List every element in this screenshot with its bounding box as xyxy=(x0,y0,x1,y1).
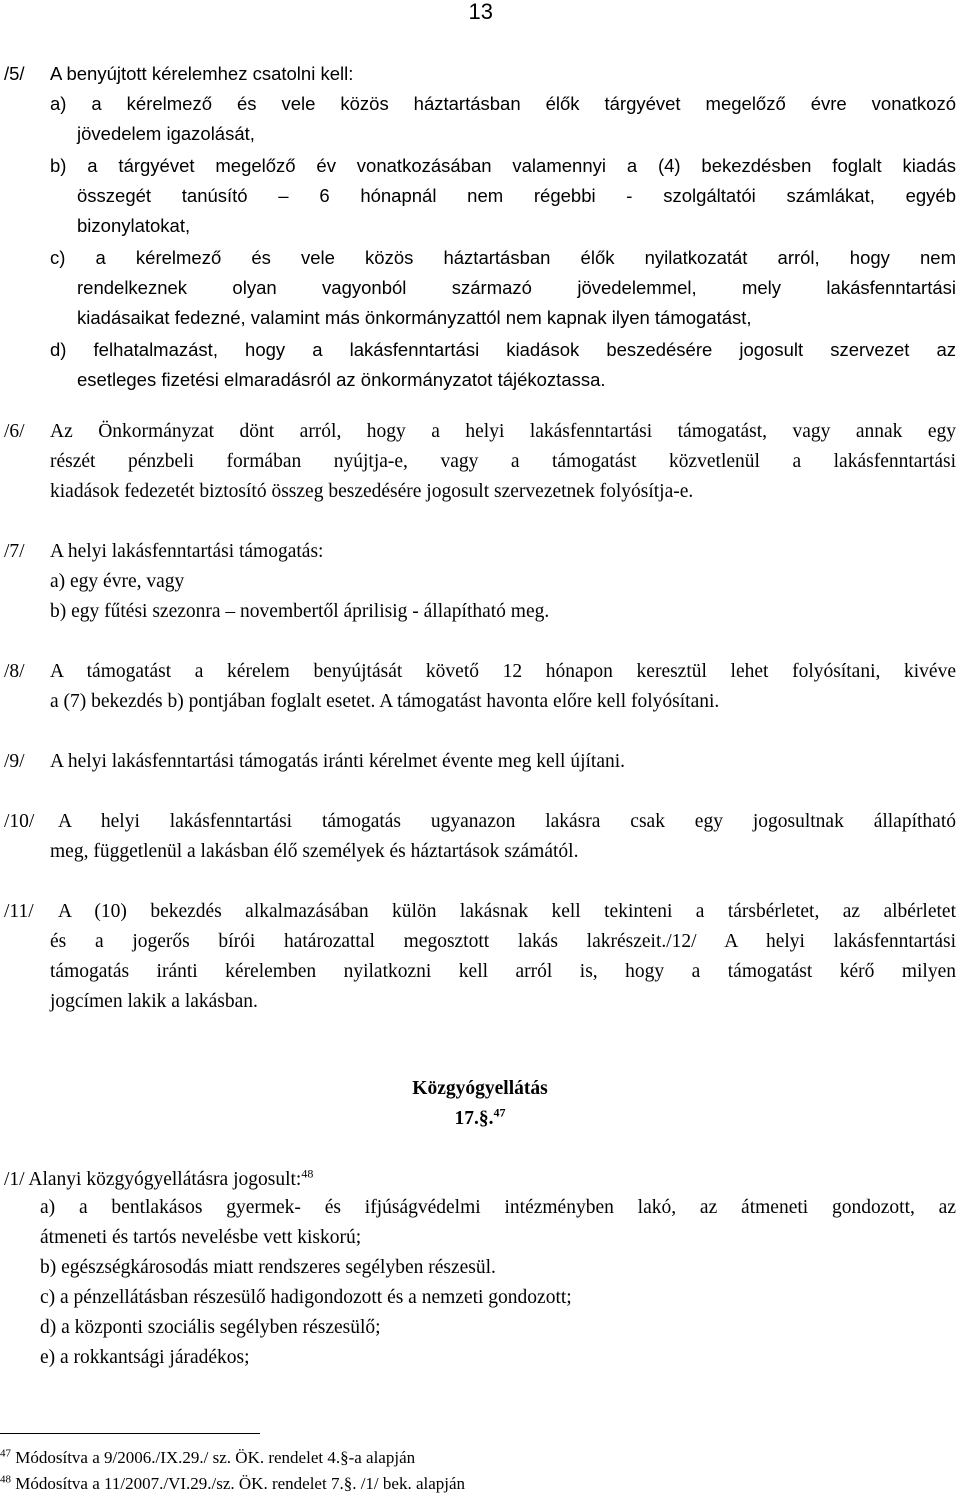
footnote xyxy=(0,1448,415,1468)
paragraph-line: Az Önkormányzat dönt arról, hogy a helyi lakásfenntartási támogatást, vagy annak egy xyxy=(50,421,956,442)
paragraph-line: támogatás iránti kérelemben nyilatkozni kell arról is, hogy a támogatást kérő milyen xyxy=(50,961,956,982)
paragraph-line: és a jogerős bírói határozattal megosztott lakás lakrészeit./12/ A helyi lakásfenntartási xyxy=(50,931,956,952)
list-item-c-cont: kiadásaikat fedezné, valamint más önkormányzattól nem kapnak ilyen támogatást, xyxy=(77,307,752,328)
heading-title: Közgyógyellátás xyxy=(412,1078,548,1099)
section-marker: /7/ xyxy=(4,541,25,562)
list-item-d: d) a központi szociális segélyben részesülő; xyxy=(40,1317,381,1338)
list-item-a-cont: jövedelem igazolását, xyxy=(77,123,255,144)
list-item-a: a) a bentlakásos gyermek- és ifjúságvédelmi intézményben lakó, az átmeneti gondozott, az xyxy=(40,1197,956,1218)
paragraph-line xyxy=(4,1168,313,1192)
paragraph-line: A helyi lakásfenntartási támogatás iránti kérelmet évente meg kell újítani. xyxy=(50,751,626,772)
paragraph-line: részét pénzbeli formában nyújtja-e, vagy a támogatást közvetlenül a lakásfenntartási xyxy=(50,451,956,472)
section-marker: /11/ xyxy=(4,901,34,922)
footnote-divider xyxy=(0,1433,260,1434)
paragraph-line: A benyújtott kérelemhez csatolni kell: xyxy=(50,63,354,84)
section-marker: /9/ xyxy=(4,751,25,772)
list-item-b: b) egészségkárosodás miatt rendszeres segélyben részesül. xyxy=(40,1257,496,1278)
footnote-number: 47 xyxy=(0,1447,11,1460)
list-item-b: b) a tárgyévet megelőző év vonatkozásában valamennyi a (4) bekezdésben foglalt kiadás xyxy=(50,155,956,176)
list-item-c: c) a kérelmező és vele közös háztartásban élők nyilatkozatát arról, hogy nem xyxy=(50,247,956,268)
section-marker: /8/ xyxy=(4,661,25,682)
paragraph-line: kiadások fedezetét biztosító összeg beszedésére jogosult szervezetnek folyósítja-e. xyxy=(50,481,694,502)
list-item-c-cont: rendelkeznek olyan vagyonból származó jövedelemmel, mely lakásfenntartási xyxy=(77,277,956,298)
list-item-b-cont: összegét tanúsító – 6 hónapnál nem régebbi - szolgáltatói számlákat, egyéb xyxy=(77,185,956,206)
list-item-e: e) a rokkantsági járadékos; xyxy=(40,1347,250,1368)
list-item-b-cont: bizonylatokat, xyxy=(77,215,191,236)
footnote-ref: 47 xyxy=(493,1105,506,1120)
paragraph-line: jogcímen lakik a lakásban. xyxy=(50,991,258,1012)
footnote-text: Módosítva a 9/2006./IX.29./ sz. ÖK. rendelet 4.§-a alapján xyxy=(15,1448,416,1467)
footnote-ref: 48 xyxy=(301,1166,314,1181)
paragraph-intro: /1/ Alanyi közgyógyellátásra jogosult: xyxy=(4,1169,302,1190)
list-item-d: d) felhatalmazást, hogy a lakásfenntartási kiadások beszedésére jogosult szervezet az xyxy=(50,339,956,360)
paragraph-line: meg, függetlenül a lakásban élő személyek és háztartások számától. xyxy=(50,841,579,862)
list-item-d-cont: esetleges fizetési elmaradásról az önkormányzatot tájékoztassa. xyxy=(77,369,606,390)
heading-section xyxy=(0,1106,960,1132)
list-item-b: b) egy fűtési szezonra – novembertől áprilisig - állapítható meg. xyxy=(50,601,550,622)
section-marker: /10/ xyxy=(4,811,35,832)
section-marker: /6/ xyxy=(4,421,25,442)
paragraph-line: A támogatást a kérelem benyújtását követő 12 hónapon keresztül lehet folyósítani, kivéve xyxy=(50,661,956,682)
heading-section-number: 17.§. xyxy=(454,1108,494,1129)
list-item-a: a) egy évre, vagy xyxy=(50,571,185,592)
list-item-a-cont: átmeneti és tartós nevelésbe vett kiskorú; xyxy=(40,1227,362,1248)
footnote xyxy=(0,1474,465,1494)
paragraph-line: a (7) bekezdés b) pontjában foglalt esetet. A támogatást havonta előre kell folyósítani. xyxy=(50,691,720,712)
footnote-number: 48 xyxy=(0,1473,11,1486)
paragraph-line: A (10) bekezdés alkalmazásában külön lakásnak kell tekinteni a társbérletet, az albérletet xyxy=(58,901,956,922)
page-number: 13 xyxy=(468,0,493,24)
paragraph-line: A helyi lakásfenntartási támogatás ugyanazon lakásra csak egy jogosultnak állapítható xyxy=(58,811,956,832)
section-marker: /5/ xyxy=(4,63,25,84)
list-item-c: c) a pénzellátásban részesülő hadigondozott és a nemzeti gondozott; xyxy=(40,1287,572,1308)
list-item-a: a) a kérelmező és vele közös háztartásban élők tárgyévet megelőző évre vonatkozó xyxy=(50,93,956,114)
paragraph-line: A helyi lakásfenntartási támogatás: xyxy=(50,541,324,562)
footnote-text: Módosítva a 11/2007./VI.29./sz. ÖK. rendelet 7.§. /1/ bek. alapján xyxy=(15,1474,466,1493)
